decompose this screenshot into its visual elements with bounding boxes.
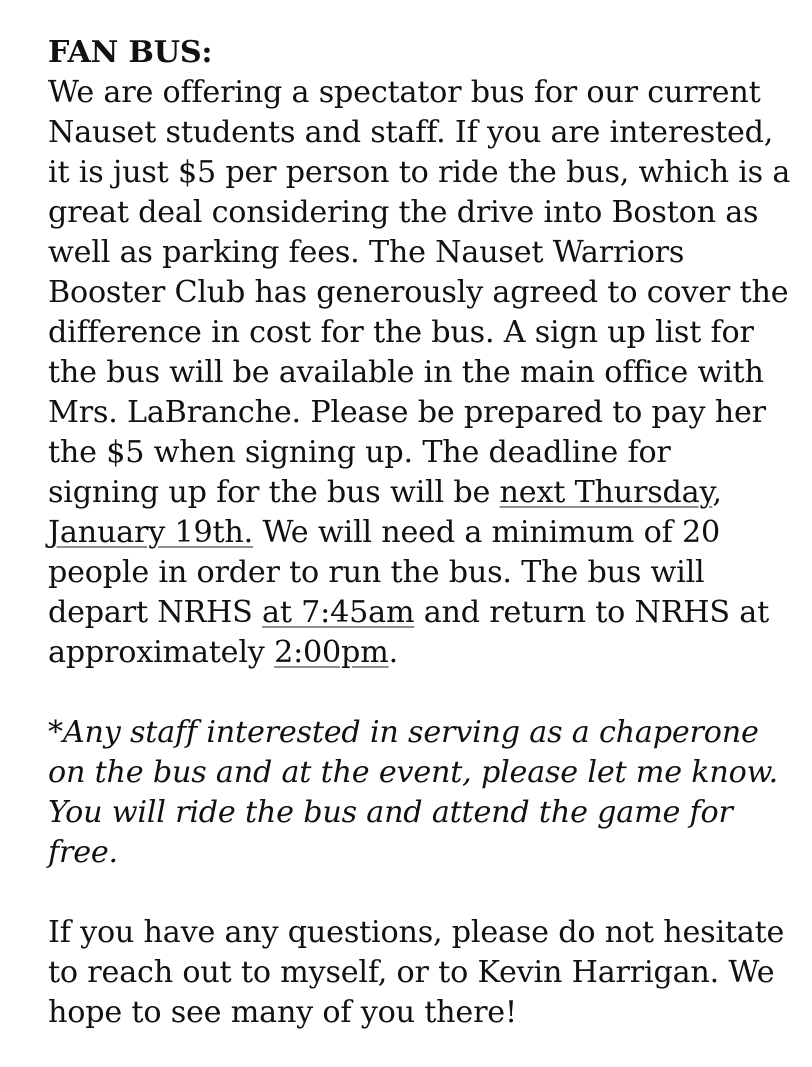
paragraph-line: difference in cost for the bus. A sign up list for [48, 315, 754, 350]
paragraph-line: the $5 when signing up. The deadline for [48, 435, 671, 470]
chaperone-note [48, 713, 798, 873]
return-time: 2:00pm [274, 635, 389, 670]
paragraph-line: If you have any questions, please do not hesitate [48, 915, 785, 950]
paragraph-line [48, 473, 798, 513]
line-text: We will need a minimum of 20 [253, 515, 720, 550]
paragraph-line: great deal considering the drive into Boston as [48, 195, 759, 230]
paragraph-line: the bus will be available in the main office with [48, 355, 764, 390]
paragraph-line: well as parking fees. The Nauset Warriors [48, 235, 685, 270]
paragraph-line: it is just $5 per person to ride the bus, which is a [48, 155, 791, 190]
line-text: , [712, 475, 722, 510]
bus-info-paragraph [48, 73, 798, 673]
line-text: and return to NRHS at [414, 595, 770, 630]
departure-time: at 7:45am [262, 595, 415, 630]
section-heading: FAN BUS: [48, 35, 213, 70]
paragraph-line: hope to see many of you there! [48, 995, 517, 1030]
paragraph-line [48, 593, 798, 633]
paragraph-line: free. [48, 835, 118, 870]
document-body [48, 33, 798, 1033]
paragraph-line [48, 513, 798, 553]
paragraph-line: We are offering a spectator bus for our current [48, 75, 761, 110]
deadline-date: January 19th. [48, 515, 254, 550]
paragraph-line: Mrs. LaBranche. Please be prepared to pay her [48, 395, 766, 430]
line-text: signing up for the bus will be [48, 475, 500, 510]
line-text: depart NRHS [48, 595, 263, 630]
paragraph-line: You will ride the bus and attend the game for [48, 795, 733, 830]
paragraph-line: Nauset students and staff. If you are interested, [48, 115, 774, 150]
paragraph-line: people in order to run the bus. The bus will [48, 555, 705, 590]
paragraph-line: *Any staff interested in serving as a chaperone [48, 715, 759, 750]
paragraph-line: Booster Club has generously agreed to cover the [48, 275, 789, 310]
deadline-day: next Thursday [499, 475, 713, 510]
closing-paragraph [48, 913, 798, 1033]
paragraph-line: to reach out to myself, or to Kevin Harrigan. We [48, 955, 775, 990]
paragraph-spacer [48, 673, 798, 713]
line-text: . [388, 635, 399, 670]
paragraph-line [48, 633, 798, 673]
paragraph-line: on the bus and at the event, please let me know. [48, 755, 779, 790]
line-text: approximately [48, 635, 275, 670]
paragraph-spacer [48, 873, 798, 913]
